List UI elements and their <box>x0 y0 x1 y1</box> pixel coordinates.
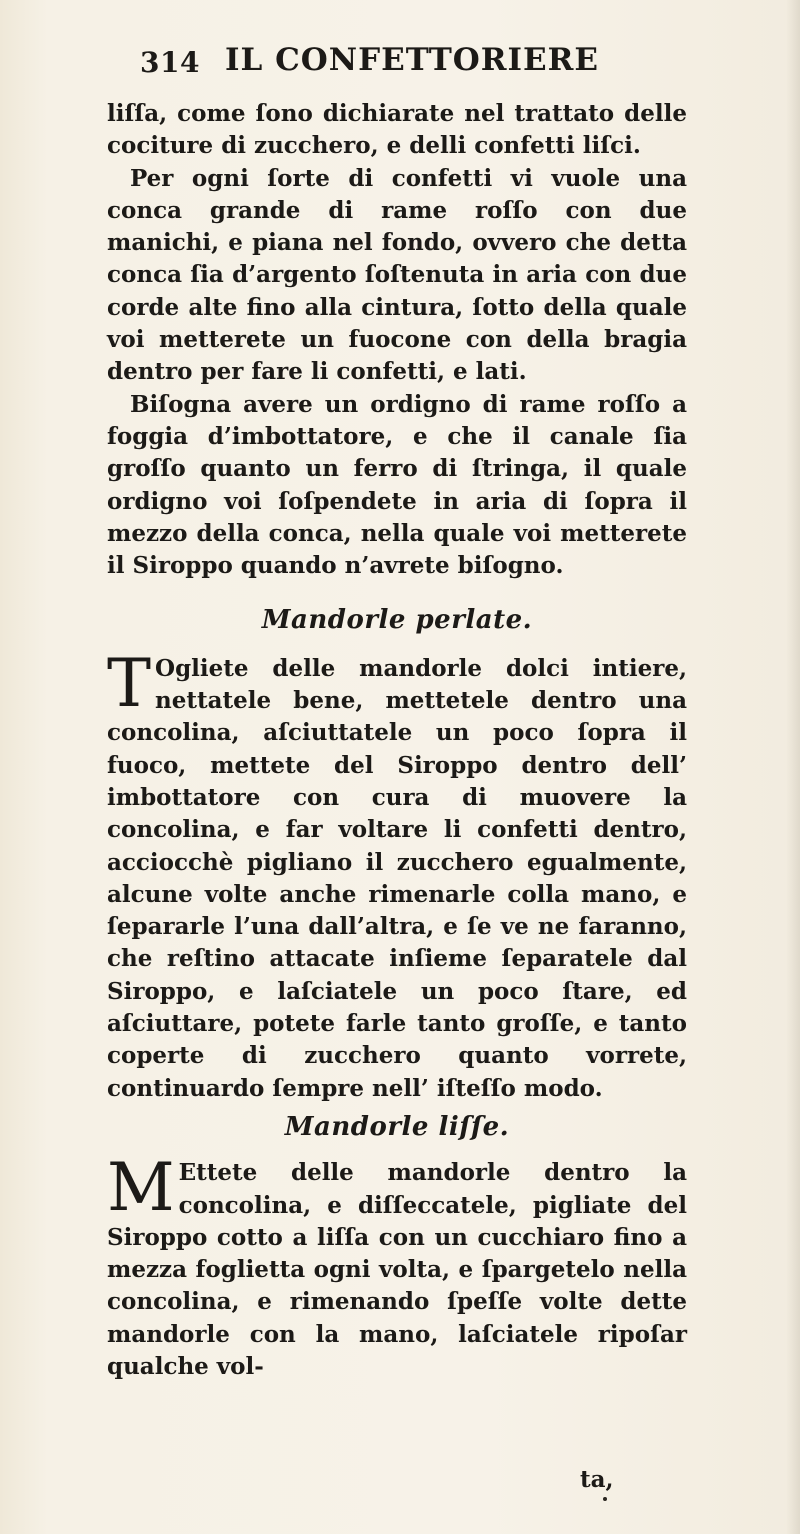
page-edge-shadow <box>786 0 800 1534</box>
running-head <box>140 42 700 88</box>
paragraph-conca: Per ogni ſorte di confetti vi vuole una conca grande di rame roſſo con due manichi, e piana nel fondo, ovvero che detta conca ſia d’argento ſoſtenuta in aria con due corde alte fino alla cintura, ſotto della quale voi metterete un fuocone con della bragia dentro per fare li confetti, e lati. <box>107 164 687 386</box>
paragraph-body: Ettete delle mandorle dentro la concolina, e diſſeccatele, pigliate del Siroppo cotto a liſſa con un cucchiaro fino a mezza foglietta ogni volta, e ſpargetelo nella concolina, e rimenando ſpeſſe volte dette mandorle con la mano, laſciatele ripoſar qualche vol- <box>107 1159 687 1380</box>
paragraph-body: Ogliete delle mandorle dolci intiere, nettatele bene, mettetele dentro una concolina, aſciuttatele un poco ſopra il fuoco, mettete del Siroppo dentro dell’ imbottatore con cura di muovere la concolina, e far voltare li confetti dentro, acciocchè pigliano il zucchero egualmente, alcune volte anche rimenarle colla mano, e ſepararle l’una dall’altra, e ſe ve ne faranno, che reſtino attacate inſieme ſeparatele dal Siroppo, e laſciatele un poco ſtare, ed aſciuttare, potete farle tanto groſſe, e tanto coperte di zucchero quanto vorrete, continuardo ſempre nell’ iſteſſo modo. <box>107 654 687 1102</box>
ink-speck <box>603 1497 607 1501</box>
paragraph-ordigno: Biſogna avere un ordigno di rame roſſo a foggia d’imbottatore, e che il canale ſia groſſo quanto un ferro di ſtringa, il quale ordigno voi ſoſpendete in aria di ſopra il mezzo della conca, nella quale voi metterete il Siroppo quando n’avrete biſogno. <box>107 390 687 580</box>
paragraph-mandorle-lisse <box>107 1149 687 1383</box>
page-number: 314 <box>140 46 200 79</box>
catchword: ta, <box>580 1466 614 1493</box>
body-text <box>107 98 687 1383</box>
initial-letter: T <box>107 644 152 722</box>
initial-letter: M <box>107 1149 175 1227</box>
running-title: IL CONFETTORIERE <box>225 42 600 78</box>
section-heading-mandorle-perlate: Mandorle perlate. <box>261 605 533 636</box>
paragraph-continuation: liſſa, come ſono dichiarate nel trattato delle cociture di zucchero, e delli confetti liſci. <box>107 100 687 160</box>
section-heading-mandorle-lisse: Mandorle liſſe. <box>284 1111 510 1142</box>
paragraph-mandorle-perlate <box>107 644 687 1105</box>
